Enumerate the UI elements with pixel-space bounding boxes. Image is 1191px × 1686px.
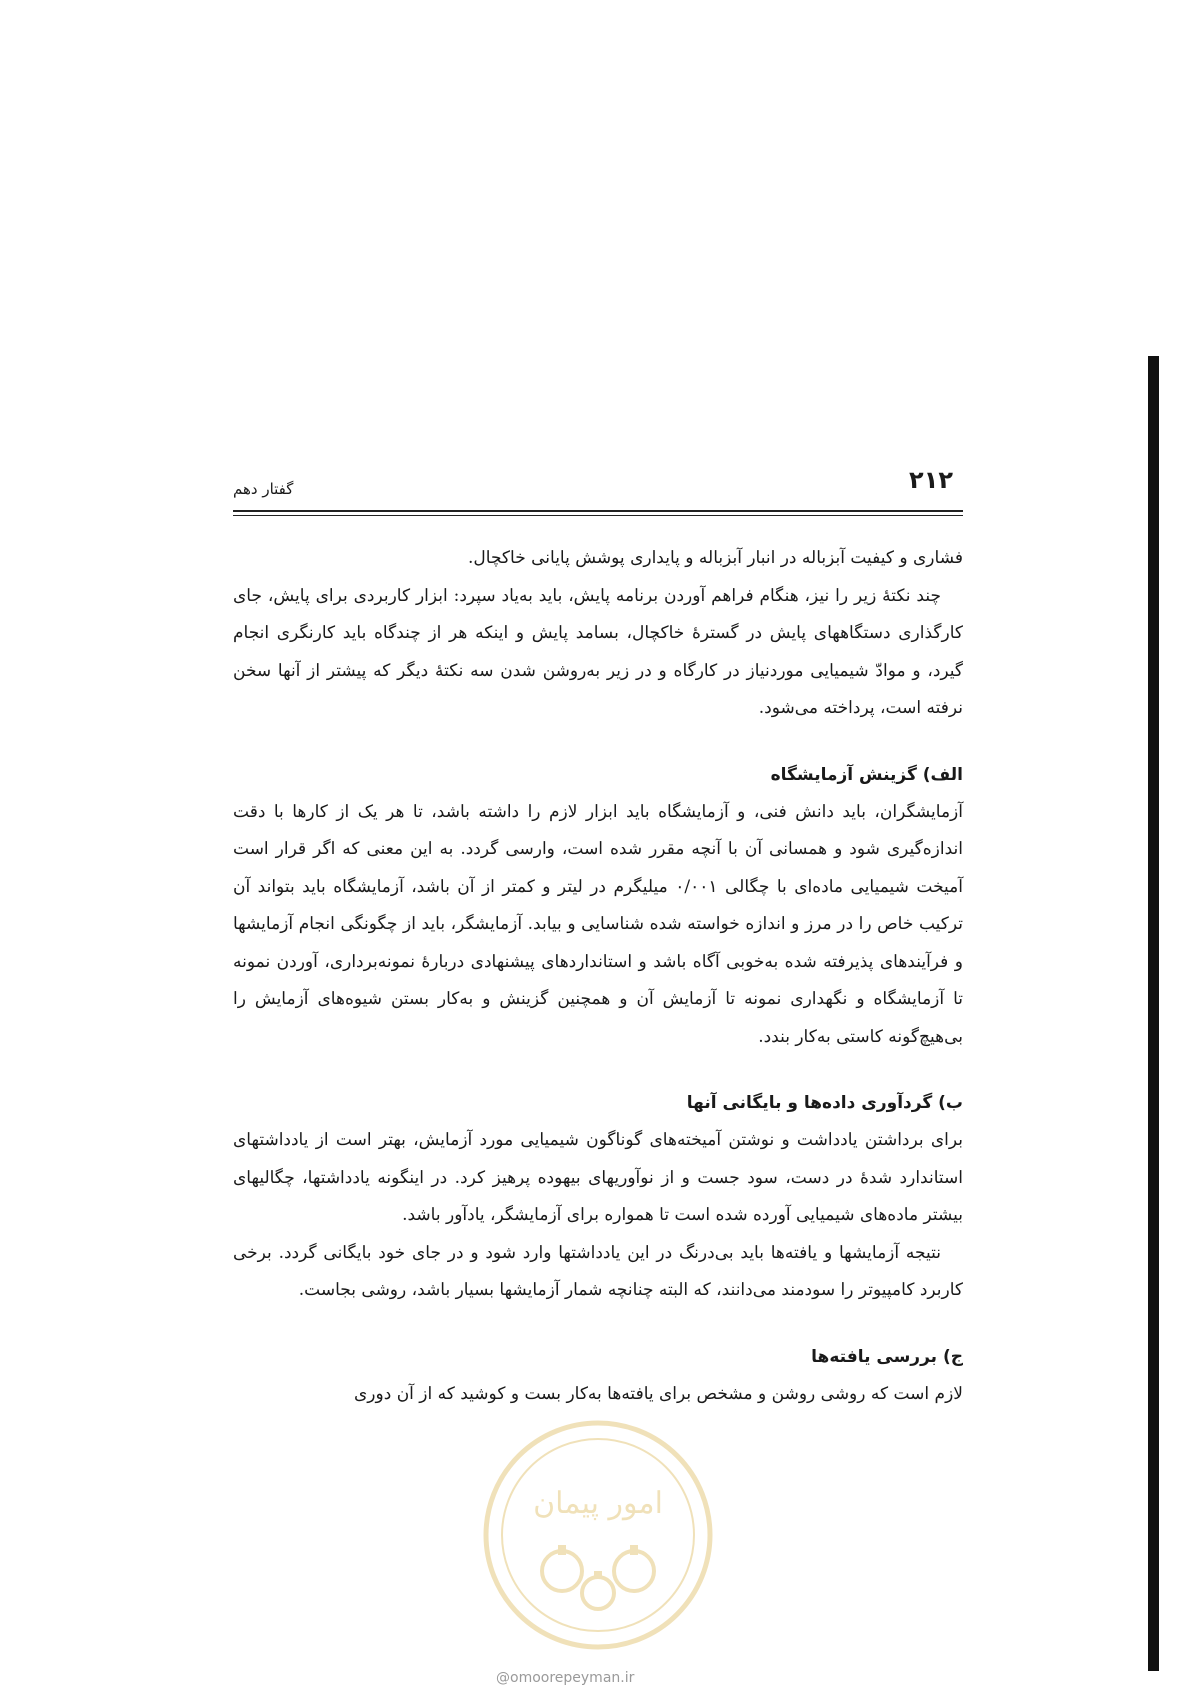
paragraph: فشاری و کیفیت آبزباله در انبار آبزباله و پایداری پوشش پایانی خاکچال. bbox=[468, 548, 963, 568]
watermark-logo-text: امور پیمان bbox=[533, 1486, 663, 1521]
page-number: ۲۱۲ bbox=[909, 466, 953, 494]
page-header bbox=[233, 462, 963, 522]
paragraph: آزمایشگران، باید دانش فنی، و آزمایشگاه باید ابزار لازم را داشته باشد، تا هر یک از کارها با دقت اندازه‌گیری شود و همسانی آن با آنچه مقرر شده است، وارسی گردد. به این معنی که اگر قرار است آمیخت شیمیایی ماده‌ای با چگالی ۰/۰۰۱ میلیگرم در لیتر و کمتر از آن باشد، آزمایشگاه باید بتواند آن ترکیب خاص را در مرز و اندازه خواسته شده شناسایی و بیابد. آزمایشگر، باید از چگونگی انجام آزمایشها و فرآیندهای پذیرفته شده به‌خوبی آگاه باشد و استانداردهای پیشنهادی دربارهٔ نمونه‌برداری، آوردن نمونه تا آزمایشگاه و نگهداری نمونه تا آزمایش آن و همچنین گزینش و به‌کار بستن شیوه‌های آزمایش را بی‌هیچ‌گونه کاستی به‌کار بندد. bbox=[233, 801, 964, 1047]
watermark-url: @omoorepeyman.ir bbox=[496, 1670, 635, 1686]
header-rule bbox=[233, 510, 963, 512]
chapter-title: گفتار دهم bbox=[233, 480, 294, 498]
paragraph: لازم است که روشی روشن و مشخص برای یافته‌ها به‌کار بست و کوشید که از آن دوری bbox=[354, 1383, 963, 1404]
section-heading-c: ج) بررسی یافته‌ها bbox=[811, 1346, 963, 1367]
watermark-logo-icon bbox=[478, 1415, 718, 1655]
paragraph: نتیجه آزمایشها و یافته‌ها باید بی‌درنگ در این یادداشتها وارد شود و در جای خود بایگانی گردد. برخی کاربرد کامپیوتر را سودمند می‌دانند، که البته چنانچه شمار آزمایشها بسیار باشد، روشی بجاست. bbox=[233, 1242, 963, 1300]
section-heading-b: ب) گردآوری داده‌ها و بایگانی آنها bbox=[686, 1093, 963, 1113]
page-edge-bar bbox=[1148, 356, 1159, 1671]
section-heading-a: الف) گزینش آزمایشگاه bbox=[770, 764, 963, 785]
body-text bbox=[233, 540, 963, 1413]
header-rule-thin bbox=[233, 515, 963, 516]
paragraph: برای برداشتن یادداشت و نوشتن آمیخته‌های گوناگون شیمیایی مورد آزمایش، بهتر است از یادداشتهای استاندارد شدهٔ در دست، سود جست و از نوآوریهای بیهوده پرهیز کرد. در اینگونه یادداشتها، چگالیهای بیشتر ماده‌های شیمیایی آورده شده است تا همواره برای آزمایشگر، یادآور باشد. bbox=[233, 1130, 963, 1225]
paragraph: چند نکتهٔ زیر را نیز، هنگام فراهم آوردن برنامه پایش، باید به‌یاد سپرد: ابزار کاربردی برای پایش، جای کارگذاری دستگاههای پایش در گسترهٔ خاکچال، بسامد پایش و اینکه هر از چندگاه باید کارنگری انجام گیرد، و موادّ شیمیایی موردنیاز در کارگاه و در زیر به‌روشن شدن سه نکتهٔ دیگر که پیشتر از آنها سخن نرفته است، پرداخته می‌شود. bbox=[233, 585, 963, 718]
